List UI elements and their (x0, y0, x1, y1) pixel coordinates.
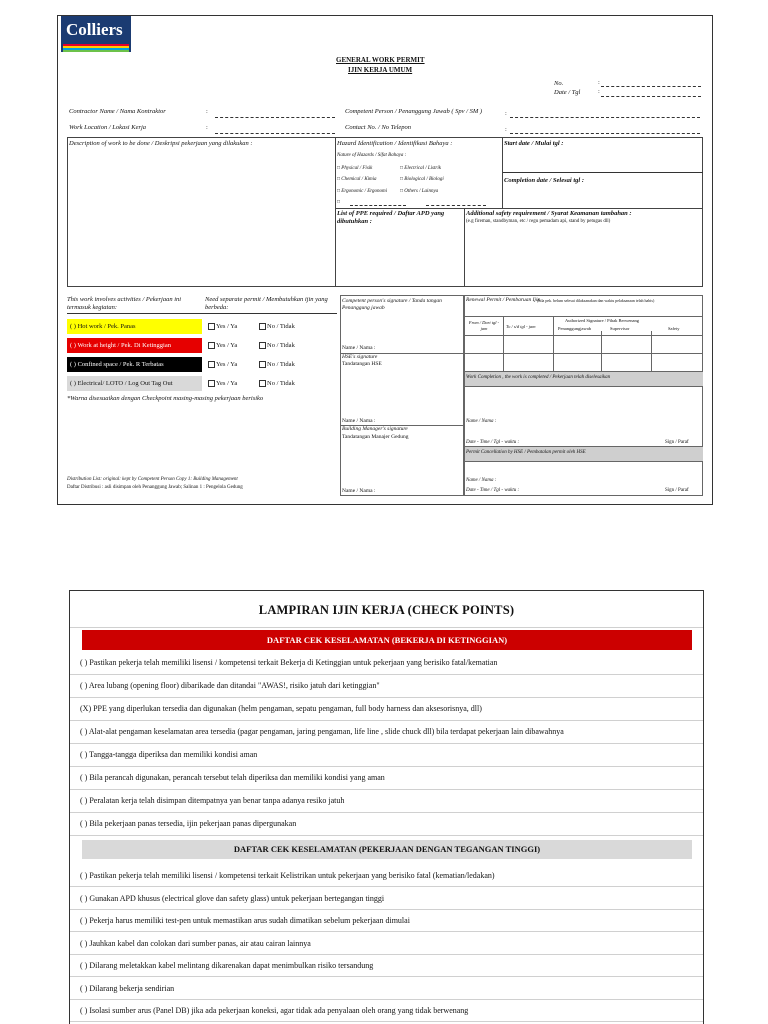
checklist-item[interactable]: ( ) Tangga-tangga diperiksa dan memiliki kondisi aman (80, 750, 258, 759)
no-checkbox[interactable] (259, 323, 295, 331)
item-separator (70, 909, 703, 910)
checklist-item[interactable]: ( ) Bila perancah digunakan, perancah tersebut telah diperiksa dan memiliki kondisi yang aman (80, 773, 385, 782)
checklist-item[interactable]: ( ) Area lubang (opening floor) dibarikade dan ditandai "AWAS!, risiko jatuh dari ketinggian" (80, 681, 380, 690)
checklist-item[interactable]: ( ) Dilarang meletakkan kabel melintang dikarenakan dapat menimbulkan risiko tersandung (80, 961, 374, 970)
activity-item[interactable]: ( ) Work at height / Pek. Di Ketinggian (67, 338, 202, 353)
distribution-id: Daftar Distribusi : asli disimpan oleh Penanggung Jawab; Salinan 1 : Pengelola Gedung (67, 485, 243, 490)
work-completion-header (465, 371, 703, 387)
checklist-item[interactable]: ( ) Pastikan pekerja telah memiliki lisensi / kompetensi terkait Kelistrikan untuk pekerjaan yang berisiko fatal (kematian/ledakan) (80, 871, 495, 880)
item-separator (70, 789, 703, 790)
competent-field[interactable] (510, 117, 700, 118)
checkbox-icon (259, 361, 266, 368)
checkbox-icon (259, 380, 266, 387)
cancellation-date-label: Date - Time / Tgl - waktu : (466, 488, 520, 493)
checklist-item[interactable]: ( ) Dilarang bekerja sendirian (80, 983, 175, 993)
cancellation-sign-label: Sign / Paraf (665, 488, 689, 493)
hse-sig-label: HSE's signature (342, 354, 378, 360)
item-separator (70, 835, 703, 836)
date-colon: : (598, 88, 600, 95)
no-checkbox[interactable] (259, 342, 295, 350)
competent-label: Competent Person / Penanggung Jawab ( Spv / SM ) (345, 108, 483, 115)
yes-checkbox[interactable] (208, 361, 237, 369)
dates-divider (503, 172, 703, 173)
ppe-box[interactable] (335, 208, 465, 287)
no-field[interactable] (601, 86, 701, 87)
contact-field[interactable] (510, 133, 700, 134)
renewal-box (464, 295, 703, 496)
item-separator (70, 999, 703, 1000)
form-title: GENERAL WORK PERMIT (336, 56, 425, 64)
section-voltage-banner (82, 840, 692, 859)
hazard-ergonomic[interactable]: □ Ergonomic / Ergonomi (337, 189, 388, 194)
yes-checkbox[interactable] (208, 323, 237, 331)
contractor-colon: : (206, 108, 208, 115)
checklist-item[interactable]: ( ) Jauhkan kabel dan colokan dari sumber panas, air atau cairan lainnya (80, 938, 311, 948)
item-separator (70, 812, 703, 813)
hazard-chemical[interactable]: □ Chemical / Kimia (337, 177, 377, 182)
no-label: No / Tidak (267, 323, 295, 330)
activities-label: This work involves activities / Pekerjaan ini termasuk kegiatan: (67, 296, 182, 311)
additional-label: Additional safety requirement / Syarat Keamanan tambahan : (466, 210, 632, 217)
item-separator (70, 674, 703, 675)
item-separator (70, 1021, 703, 1022)
hazard-blank-field-1[interactable] (350, 205, 406, 206)
contractor-field[interactable] (215, 117, 335, 118)
contact-colon: : (505, 126, 507, 133)
location-label: Work Location / Lokasi Kerja (69, 124, 147, 131)
authorized-label: Authorized Signature / Pihak Berwenang (565, 318, 639, 323)
section-height-banner (82, 630, 692, 650)
renewal-col-2 (553, 316, 554, 371)
additional-note: (e.g fireman, standbyman, etc / regu pemadam api, stand by petugas dll) (466, 219, 611, 224)
item-separator (70, 976, 703, 977)
logo-stripe-green (63, 50, 129, 52)
hazard-physical[interactable]: □ Physical / Fisik (337, 166, 373, 171)
location-field[interactable] (215, 133, 335, 134)
date-label: Date / Tgl (554, 89, 581, 96)
item-separator (70, 886, 703, 887)
contractor-label: Contractor Name / Nama Kontraktor (69, 108, 166, 115)
hazard-box (335, 137, 503, 209)
renewal-note: (bila pek. belum selesai dilaksanakan dan waktu pelaksanaan telah habis) (537, 298, 655, 303)
bm-name-label: Name / Nama : (342, 488, 376, 494)
description-box[interactable] (67, 137, 336, 287)
completion-date-label: Date - Time / Tgl - waktu : (466, 440, 520, 445)
checklist-item[interactable]: ( ) Pekerja harus memiliki test-pen untuk memastikan arus sudah dimatikan sebelum pekerjaan dimulai (80, 916, 410, 925)
form-subtitle: IJIN KERJA UMUM (348, 66, 413, 74)
no-checkbox[interactable] (259, 361, 295, 369)
work-permit-form (57, 15, 713, 505)
activity-item[interactable]: ( ) Confined space / Pek. R Terbatas (67, 357, 202, 372)
cancellation-label: Permit Cancellation by HSE / Pembatalan permit oleh HSE (466, 450, 586, 455)
cancellation-name-label: Name / Nama : (466, 478, 497, 483)
checkbox-icon (259, 323, 266, 330)
yes-label: Yes / Ya (216, 361, 238, 368)
logo-text: Colliers (66, 20, 123, 39)
safety-label: Safety (668, 326, 680, 331)
checkbox-icon (208, 342, 215, 349)
date-field[interactable] (601, 96, 701, 97)
location-colon: : (206, 124, 208, 131)
yes-label: Yes / Ya (216, 380, 238, 387)
checkbox-icon (208, 323, 215, 330)
completion-sign-label: Sign / Paraf (665, 440, 689, 445)
hazard-biological[interactable]: □ Biological / Biologi (400, 177, 444, 182)
yes-checkbox[interactable] (208, 380, 237, 388)
no-label: No / Tidak (267, 342, 295, 349)
checkbox-icon (259, 342, 266, 349)
hazard-blank[interactable]: □ (337, 200, 341, 205)
item-separator (70, 743, 703, 744)
checkbox-icon (208, 380, 215, 387)
checkbox-icon (208, 361, 215, 368)
hazard-electrical[interactable]: □ Electrical / Listrik (400, 166, 441, 171)
completion-name-label: Name / Nama : (466, 419, 497, 424)
section-height-title: DAFTAR CEK KESELAMATAN (BEKERJA DI KETINGGIAN) (266, 635, 508, 645)
ppe-label: List of PPE required / Daftar APD yang dibutuhkan : (337, 210, 445, 225)
renewal-row-2 (465, 353, 703, 354)
competent-colon: : (505, 110, 507, 117)
pj-label: Penanggungjawab (558, 326, 591, 331)
hazard-others[interactable]: □ Others / Lainnya (400, 189, 439, 194)
section-voltage-title: DAFTAR CEK KESELAMATAN (PEKERJAAN DENGAN TEGANGAN TINGGI) (233, 844, 541, 854)
yes-checkbox[interactable] (208, 342, 237, 350)
contact-label: Contact No. / No Telepon (345, 124, 412, 131)
checklist-item[interactable]: ( ) Isolasi sumber arus (Panel DB) jika ada pekerjaan koneksi, agar tidak ada penyalaan oleh orang yang tidak berwenang (80, 1006, 469, 1015)
checklist-item[interactable]: ( ) Bila pekerjaan panas tersedia, ijin pekerjaan panas dipergunakan (80, 819, 297, 828)
title-separator (70, 627, 703, 628)
bm-sig-label: Building Manager's signature (342, 426, 408, 432)
no-colon: : (598, 79, 600, 86)
additional-box[interactable] (464, 208, 703, 287)
activity-item[interactable]: ( ) Electrical/ LOTO / Log Out Tag Out (67, 376, 202, 391)
checklist-item[interactable]: ( ) Alat-alat pengaman keselamatan area tersedia (pagar pengaman, jaring pengaman, life line , slide chuck dll) bila terdapat pekerjaan lain dibawahnya (80, 727, 564, 736)
colliers-logo (61, 16, 131, 52)
supervisor-label: Supervisor (610, 326, 630, 331)
renewal-label: Renewal Permit / Pembaruan Ijin (466, 297, 541, 303)
checklist-title: LAMPIRAN IJIN KERJA (CHECK POINTS) (258, 603, 515, 617)
checklist-item[interactable]: (X) PPE yang diperlukan tersedia dan digunakan (helm pengaman, sepatu pengaman, full body harness dan aksesorisnya, dll) (80, 704, 482, 713)
checklist-item[interactable]: ( ) Peralatan kerja telah disimpan ditempatnya yan benar tanpa adanya resiko jatuh (80, 796, 345, 805)
no-label: No / Tidak (267, 380, 295, 387)
item-separator (70, 931, 703, 932)
item-separator (70, 766, 703, 767)
no-checkbox[interactable] (259, 380, 295, 388)
renewal-row-1 (465, 335, 703, 336)
no-label: No / Tidak (267, 361, 295, 368)
dates-box (502, 137, 703, 209)
yes-label: Yes / Ya (216, 323, 238, 330)
no-label: No. (554, 80, 564, 87)
item-separator (70, 954, 703, 955)
signatures-box (340, 295, 464, 496)
hse-name-label: Name / Nama : (342, 418, 376, 424)
checklist-page (69, 590, 704, 1024)
activities-header-line (67, 313, 337, 314)
competent-name-label: Name / Nama : (342, 345, 376, 351)
renewal-col-1 (503, 316, 504, 371)
start-date-label: Start date / Mulai tgl : (504, 140, 564, 147)
completion-label: Completion date / Selesai tgl : (504, 177, 584, 184)
checkpoint-note: *Warna disesuaikan dengan Checkpoint masing-masing pekerjaan berisiko (67, 395, 264, 402)
renewal-col-3 (601, 331, 602, 371)
hse-sig-label-id: Tandatangan HSE (342, 361, 382, 367)
renewal-col-4 (651, 331, 652, 371)
bm-sig-label-id: Tandatangan Manajer Gedung (342, 434, 409, 440)
yes-label: Yes / Ya (216, 342, 238, 349)
checklist-item[interactable]: ( ) Pastikan pekerja telah memiliki lisensi / kompetensi terkait Bekerja di Ketinggian untuk pekerjaan yang berisiko fatal/kematian (80, 658, 498, 667)
hazard-nature: Nature of Hazards / Sifat Bahaya : (337, 153, 407, 158)
cancellation-header (465, 446, 703, 462)
work-completion-label: Work Completion , the work is completed / Pekerjaan telah diselesaikan (466, 375, 611, 380)
from-label: From / Dari tgl - jam (468, 320, 500, 331)
hazard-label: Hazard Identification / Identifikasi Bahaya : (337, 140, 453, 147)
competent-sig-label: Competent person's signature / Tanda tangan Penanggung jawab (342, 298, 442, 311)
item-separator (70, 697, 703, 698)
activity-item[interactable]: ( ) Hot work / Pek. Panas (67, 319, 202, 334)
checklist-item[interactable]: ( ) Gunakan APD khusus (electrical glove dan safety glass) untuk pekerjaan bertegangan tinggi (80, 893, 385, 903)
to-label: To / s/d tgl - jam (506, 324, 536, 329)
distribution-en: Distribution List: original: kept by Competent Person Copy 1: Building Management (67, 477, 238, 482)
separate-permit-label: Need separate permit / Membutuhkan ijin yang berbeda: (205, 296, 328, 311)
item-separator (70, 720, 703, 721)
description-label: Description of work to be done / Deskripsi pekerjaan yang dilakukan : (69, 140, 253, 147)
hazard-blank-field-2[interactable] (426, 205, 486, 206)
